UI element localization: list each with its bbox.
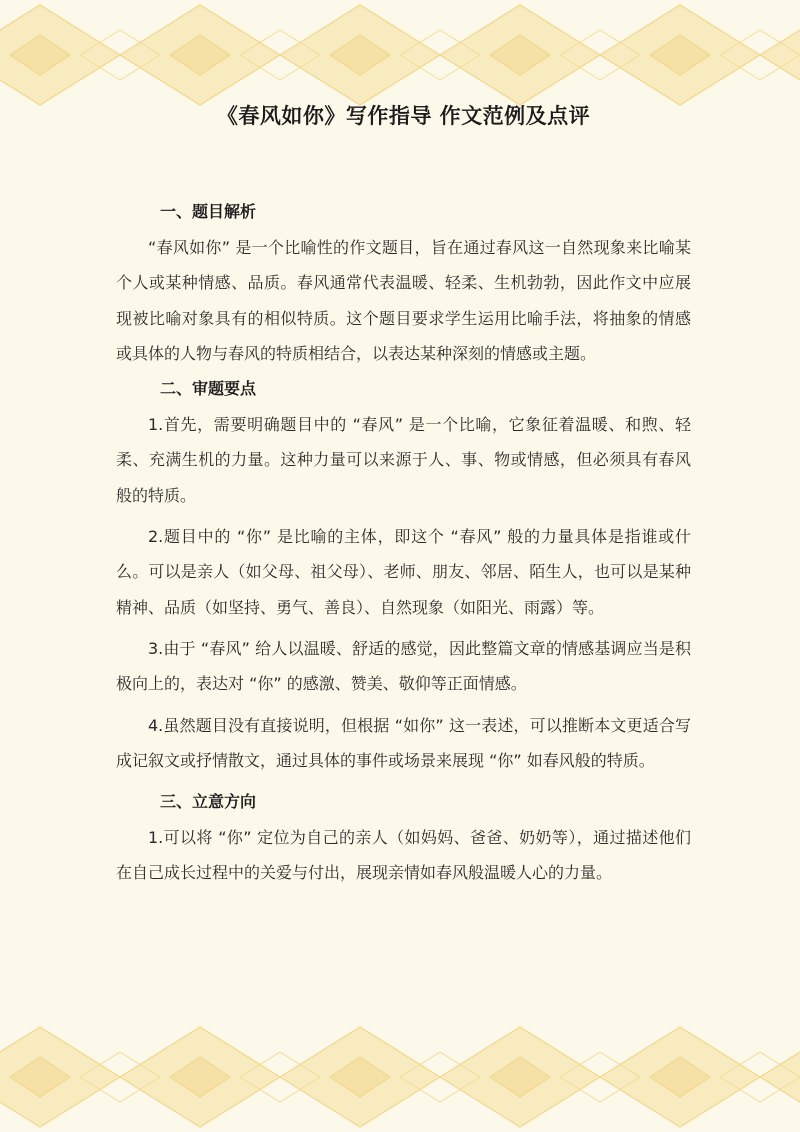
diamond-pattern-icon: [0, 0, 800, 110]
page-title: 《春风如你》写作指导 作文范例及点评: [216, 104, 591, 128]
paragraph: 2.题目中的 “你” 是比喻的主体，即这个 “春风” 般的力量具体是指谁或什么。可以是亲人（如父母、祖父母）、老师、朋友、邻居、陌生人，也可以是某种精神、品质（如坚持、勇气、善良）、自然现象（如阳光、雨露）等。: [116, 527, 691, 617]
paragraph: “春风如你” 是一个比喻性的作文题目，旨在通过春风这一自然现象来比喻某个人或某种情感、品质。春风通常代表温暖、轻柔、生机勃勃，因此作文中应展现被比喻对象具有的相似特质。这个题目要求学生运用比喻手法，将抽象的情感或具体的人物与春风的特质相结合，以表达某种深刻的情感或主题。: [116, 238, 691, 363]
paragraph: 4.虽然题目没有直接说明，但根据 “如你” 这一表述，可以推断本文更适合写成记叙文或抒情散文，通过具体的事件或场景来展现 “你” 如春风般的特质。: [116, 715, 691, 770]
bottom-border-pattern: [0, 1022, 800, 1132]
section-heading: 三、立意方向: [160, 792, 257, 812]
paragraph: 3.由于 “春风” 给人以温暖、舒适的感觉，因此整篇文章的情感基调应当是积极向上的，表达对 “你” 的感激、赞美、敬仰等正面情感。: [116, 638, 691, 694]
paragraph: 1.可以将 “你” 定位为自己的亲人（如妈妈、爸爸、奶奶等），通过描述他们在自己成长过程中的关爱与付出，展现亲情如春风般温暖人心的力量。: [116, 828, 691, 883]
section-topic-analysis: [116, 194, 691, 371]
paragraph: 1.首先，需要明确题目中的 “春风” 是一个比喻，它象征着温暖、和煦、轻柔、充满生机的力量。这种力量可以来源于人、事、物或情感，但必须具有春风般的特质。: [116, 415, 691, 505]
diamond-pattern-icon: [0, 1022, 800, 1132]
section-heading: 一、题目解析: [160, 202, 257, 221]
document-page: [116, 100, 691, 891]
section-key-points: [116, 371, 691, 778]
section-theme-direction: [116, 784, 691, 891]
section-heading: 二、审题要点: [160, 379, 257, 399]
top-border-pattern: [0, 0, 800, 110]
